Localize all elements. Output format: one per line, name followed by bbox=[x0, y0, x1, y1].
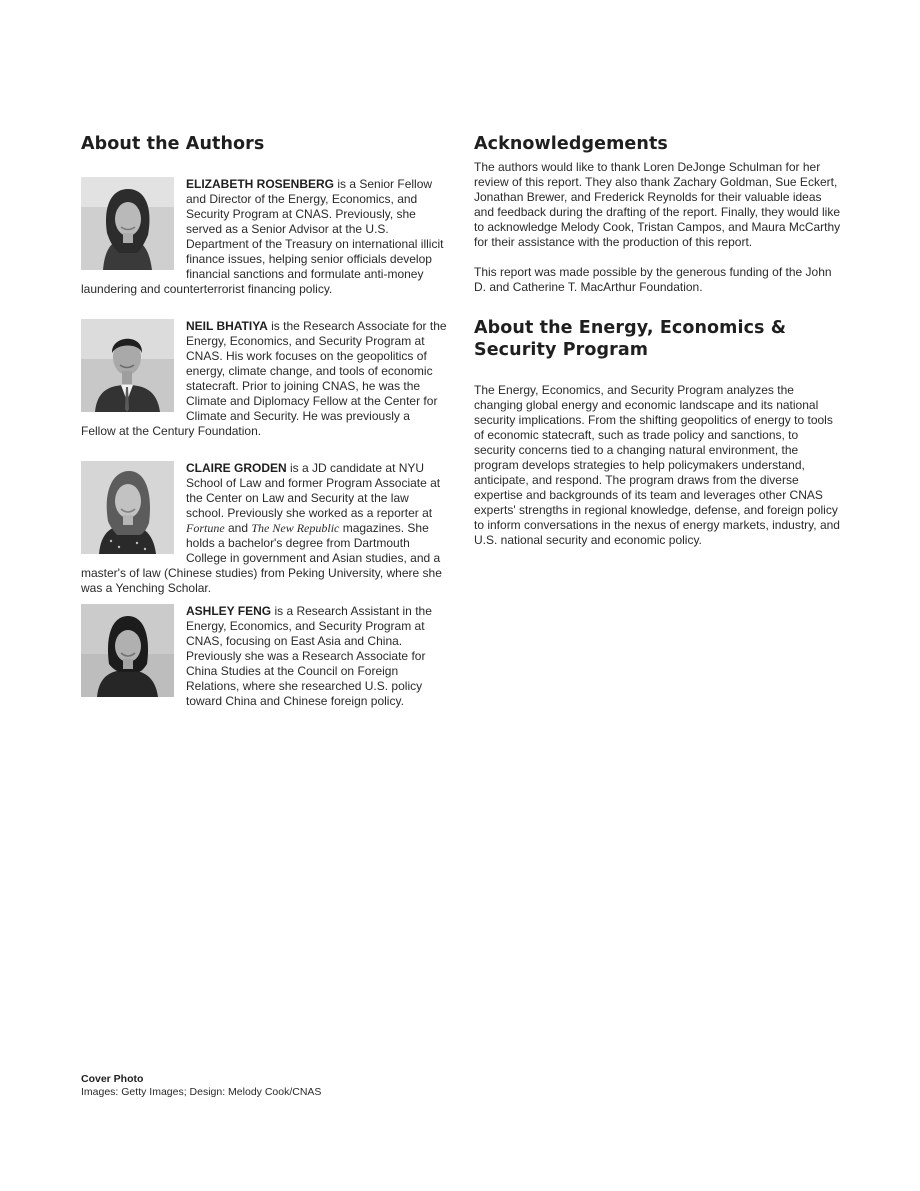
authors-heading: About the Authors bbox=[81, 134, 265, 154]
program-heading: About the Energy, Economics & Security Program bbox=[474, 318, 787, 360]
author-text-groden-a: is a JD candidate at NYU School of Law and former Program Associate at the Center on Law and Security at the law school. Previously she worked as a reporter at bbox=[186, 461, 441, 520]
author-photo-groden bbox=[81, 461, 174, 554]
program-body: The Energy, Economics, and Security Program analyzes the changing global energy and economic landscape and its national security implications. From the shifting geopolitics of energy to tools of economic statecraft, such as trade policy and sanctions, to security concerns tied to a changing natural environment, the program develops strategies to help policymakers understand, anticipate, and respond. The program draws from the diverse expertise and backgrounds of its team and leverages other CNAS experts' strengths in regional knowledge, defense, and foreign policy to inform conversations in the nexus of energy markets, industry, and U.S. national security and economic policy. bbox=[474, 383, 840, 547]
author-photo-feng bbox=[81, 604, 174, 697]
publication-new-republic: The New Republic bbox=[251, 521, 340, 535]
author-name-bhatiya: NEIL BHATIYA bbox=[186, 319, 268, 333]
acknowledgements-paragraph-2: This report was made possible by the generous funding of the John D. and Catherine T. MacArthur Foundation. bbox=[474, 265, 832, 294]
author-photo-rosenberg bbox=[81, 177, 174, 270]
cover-photo-label: Cover Photo bbox=[81, 1073, 144, 1085]
author-text-groden-c: magazines. She holds a bachelor's degree from Dartmouth College in government and Asian studies, and a master's of law (Chinese studies) from Peking University, where she was a Yenching Scholar. bbox=[81, 521, 442, 595]
cover-photo-credit bbox=[81, 1073, 321, 1099]
author-text-bhatiya: is the Research Associate for the Energy, Economics, and Security Program at CNAS. His work focuses on the geopolitics of energy, climate change, and tools of economic statecraft. Prior to joining CNAS, he was the Climate and Diplomacy Fellow at the Center for Climate and Security. He was previously a Fellow at the Century Foundation. bbox=[81, 319, 447, 438]
cover-photo-credit-text: Images: Getty Images; Design: Melody Cook/CNAS bbox=[81, 1086, 322, 1098]
author-text-feng: is a Research Assistant in the Energy, Economics, and Security Program at CNAS, focusing on East Asia and China. Previously she was a Research Associate for China Studies at the Council on Foreign Relations, where she researched U.S. policy toward China and Chinese foreign policy. bbox=[186, 604, 432, 708]
author-bio-feng bbox=[81, 604, 447, 709]
publication-fortune: Fortune bbox=[186, 521, 225, 535]
author-bio-groden bbox=[81, 461, 447, 596]
authors-section bbox=[81, 133, 447, 709]
author-name-feng: ASHLEY FENG bbox=[186, 604, 272, 618]
right-column bbox=[474, 133, 842, 548]
acknowledgements-paragraph-1: The authors would like to thank Loren DeJonge Schulman for her review of this report. They also thank Zachary Goldman, Sue Eckert, Jonathan Brewer, and Frederick Reynolds for their valuable ideas and feedback during the drafting of the report. Finally, they would like to acknowledge Melody Cook, Tristan Campos, and Maura McCarthy for their assistance with the production of this report. bbox=[474, 160, 841, 249]
author-text-rosenberg: is a Senior Fellow and Director of the Energy, Economics, and Security Program at CNAS. Previously, she served as a Senior Advisor at the U.S. Department of the Treasury on international illicit finance issues, helping senior officials develop financial sanctions and formulate anti-money laundering and counterterrorist financing policy. bbox=[81, 177, 444, 296]
author-name-groden: CLAIRE GRODEN bbox=[186, 461, 287, 475]
author-name-rosenberg: ELIZABETH ROSENBERG bbox=[186, 177, 335, 191]
author-photo-bhatiya bbox=[81, 319, 174, 412]
author-bio-bhatiya bbox=[81, 319, 447, 439]
author-bio-rosenberg bbox=[81, 177, 447, 297]
acknowledgements-heading: Acknowledgements bbox=[474, 134, 668, 154]
author-text-groden-b: and bbox=[224, 521, 252, 535]
